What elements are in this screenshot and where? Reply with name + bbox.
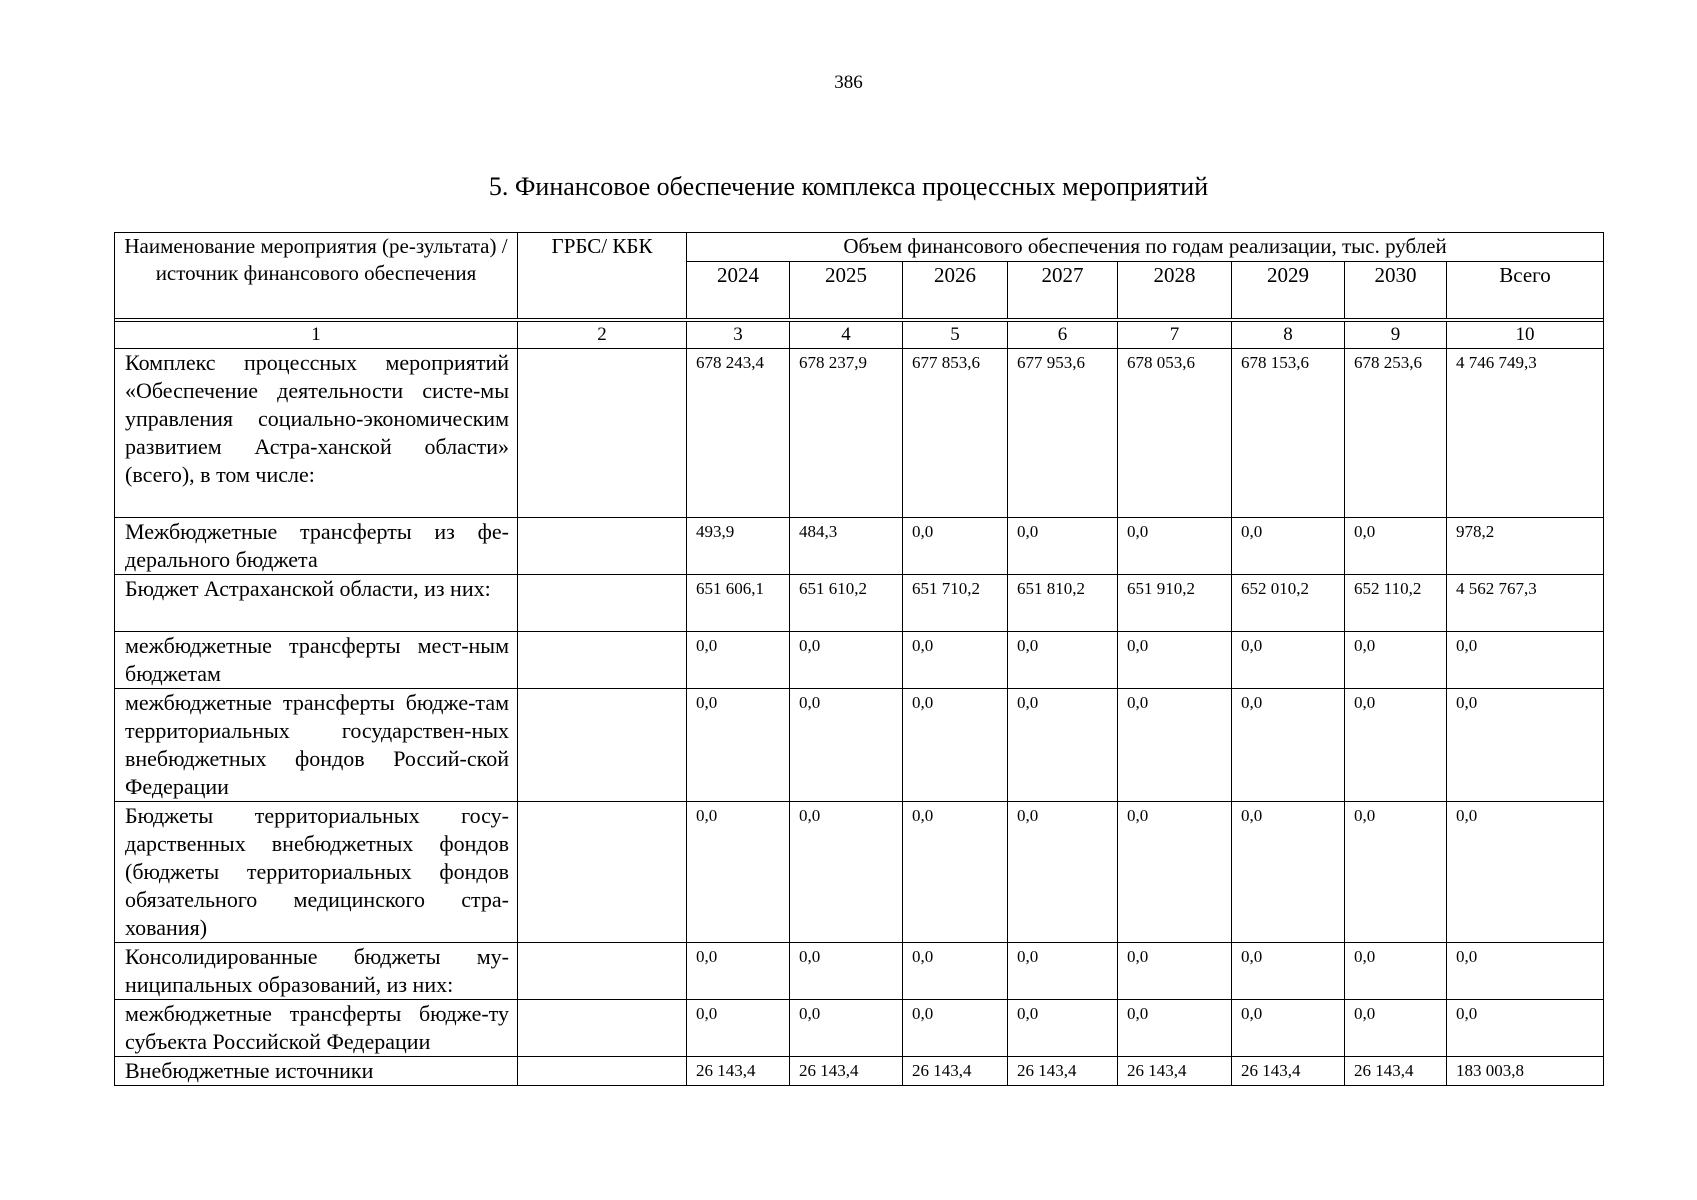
header-year-cell: 2025 [790,262,903,319]
value-cell: 651 810,2 [1008,575,1118,632]
value-cell: 0,0 [1118,518,1232,575]
value-cell: 0,0 [1232,518,1345,575]
header-year-cell: 2028 [1118,262,1232,319]
row-grbs-cell [518,575,687,632]
value-cell: 0,0 [1118,1000,1232,1057]
section-heading: 5. Финансовое обеспечение комплекса процессных мероприятий [488,172,1209,201]
value-cell: 0,0 [687,1000,790,1057]
row-grbs-cell [518,349,687,518]
column-number-cell: 8 [1232,322,1345,349]
value-cell: 0,0 [903,518,1008,575]
value-cell: 678 253,6 [1345,349,1447,518]
value-cell: 0,0 [1232,943,1345,1000]
value-cell: 0,0 [903,632,1008,689]
column-number-cell: 2 [518,322,687,349]
value-cell: 26 143,4 [687,1057,790,1086]
value-cell: 677 853,6 [903,349,1008,518]
value-cell: 26 143,4 [790,1057,903,1086]
value-cell: 493,9 [687,518,790,575]
row-grbs-cell [518,518,687,575]
row-name-cell: Внебюджетные источники [115,1057,518,1086]
header-grbs-cell: ГРБС/ КБК [518,233,687,319]
column-number-cell: 4 [790,322,903,349]
value-cell: 0,0 [790,802,903,943]
value-cell: 0,0 [1008,518,1118,575]
value-cell: 26 143,4 [1118,1057,1232,1086]
row-grbs-cell [518,632,687,689]
value-cell: 677 953,6 [1008,349,1118,518]
value-cell: 0,0 [1345,1000,1447,1057]
value-cell: 0,0 [1008,632,1118,689]
row-name-cell: межбюджетные трансферты мест-ным бюджетам [115,632,518,689]
total-cell: 978,2 [1447,518,1604,575]
value-cell: 0,0 [1345,632,1447,689]
header-volume-cell: Объем финансового обеспечения по годам реализации, тыс. рублей [687,233,1604,262]
financing-table [114,232,1604,1086]
row-grbs-cell [518,943,687,1000]
row-name-cell: межбюджетные трансферты бюдже-ту субъекта Российской Федерации [115,1000,518,1057]
value-cell: 678 153,6 [1232,349,1345,518]
header-year-cell: 2027 [1008,262,1118,319]
value-cell: 26 143,4 [1232,1057,1345,1086]
value-cell: 0,0 [1232,632,1345,689]
total-cell: 0,0 [1447,802,1604,943]
table-row [115,1000,1604,1057]
value-cell: 651 606,1 [687,575,790,632]
row-grbs-cell [518,1000,687,1057]
value-cell: 0,0 [687,689,790,802]
total-cell: 4 562 767,3 [1447,575,1604,632]
row-name-cell: Консолидированные бюджеты му-ниципальных образований, из них: [115,943,518,1000]
row-grbs-cell [518,1057,687,1086]
financing-table-container [114,232,1603,1086]
value-cell: 0,0 [1008,802,1118,943]
value-cell: 0,0 [1118,802,1232,943]
total-cell: 0,0 [1447,1000,1604,1057]
value-cell: 0,0 [1008,943,1118,1000]
row-grbs-cell [518,689,687,802]
header-year-cell: 2030 [1345,262,1447,319]
header-year-cell: 2024 [687,262,790,319]
value-cell: 678 243,4 [687,349,790,518]
value-cell: 652 110,2 [1345,575,1447,632]
value-cell: 0,0 [1008,689,1118,802]
value-cell: 0,0 [1345,802,1447,943]
header-year-cell: 2029 [1232,262,1345,319]
value-cell: 0,0 [1118,943,1232,1000]
table-row [115,802,1604,943]
value-cell: 0,0 [903,689,1008,802]
value-cell: 0,0 [1118,689,1232,802]
table-row [115,518,1604,575]
value-cell: 484,3 [790,518,903,575]
row-name-cell: Бюджеты территориальных госу-дарственных внебюджетных фондов (бюджеты территориальных фондов обязательного медицинского стра-хования) [115,802,518,943]
column-number-row [115,322,1604,349]
value-cell: 0,0 [790,689,903,802]
value-cell: 0,0 [687,802,790,943]
total-cell: 0,0 [1447,689,1604,802]
value-cell: 0,0 [1232,1000,1345,1057]
row-name-cell: Межбюджетные трансферты из фе-дерального бюджета [115,518,518,575]
column-number-cell: 6 [1008,322,1118,349]
column-number-cell: 10 [1447,322,1604,349]
value-cell: 26 143,4 [1345,1057,1447,1086]
column-number-cell: 3 [687,322,790,349]
table-row [115,575,1604,632]
table-row [115,689,1604,802]
value-cell: 0,0 [790,1000,903,1057]
value-cell: 0,0 [903,943,1008,1000]
value-cell: 651 610,2 [790,575,903,632]
header-total-cell: Всего [1447,262,1604,319]
value-cell: 0,0 [790,943,903,1000]
column-number-cell: 1 [115,322,518,349]
value-cell: 0,0 [903,802,1008,943]
table-row [115,943,1604,1000]
value-cell: 0,0 [790,632,903,689]
value-cell: 0,0 [1232,802,1345,943]
table-row [115,349,1604,518]
table-row [115,1057,1604,1086]
value-cell: 26 143,4 [903,1057,1008,1086]
total-cell: 0,0 [1447,632,1604,689]
column-number-cell: 9 [1345,322,1447,349]
total-cell: 183 003,8 [1447,1057,1604,1086]
value-cell: 0,0 [1345,518,1447,575]
value-cell: 0,0 [1345,689,1447,802]
row-grbs-cell [518,802,687,943]
row-name-cell: Комплекс процессных мероприятий «Обеспечение деятельности систе-мы управления социально-экономическим развитием Астра-ханской области» (всего), в том числе: [115,349,518,518]
row-name-cell: Бюджет Астраханской области, из них: [115,575,518,632]
column-number-cell: 5 [903,322,1008,349]
value-cell: 0,0 [1008,1000,1118,1057]
total-cell: 4 746 749,3 [1447,349,1604,518]
value-cell: 0,0 [687,632,790,689]
total-cell: 0,0 [1447,943,1604,1000]
value-cell: 26 143,4 [1008,1057,1118,1086]
header-name-cell: Наименование мероприятия (ре-зультата) / источник финансового обеспечения [115,233,518,319]
value-cell: 0,0 [1118,632,1232,689]
value-cell: 0,0 [1232,689,1345,802]
value-cell: 0,0 [903,1000,1008,1057]
page-number: 386 [834,72,863,93]
value-cell: 0,0 [1345,943,1447,1000]
value-cell: 678 237,9 [790,349,903,518]
value-cell: 652 010,2 [1232,575,1345,632]
table-body [115,349,1604,1086]
table-row [115,632,1604,689]
value-cell: 651 910,2 [1118,575,1232,632]
value-cell: 0,0 [687,943,790,1000]
value-cell: 678 053,6 [1118,349,1232,518]
row-name-cell: межбюджетные трансферты бюдже-там территориальных государствен-ных внебюджетных фондов Россий-ской Федерации [115,689,518,802]
column-number-cell: 7 [1118,322,1232,349]
value-cell: 651 710,2 [903,575,1008,632]
header-year-cell: 2026 [903,262,1008,319]
